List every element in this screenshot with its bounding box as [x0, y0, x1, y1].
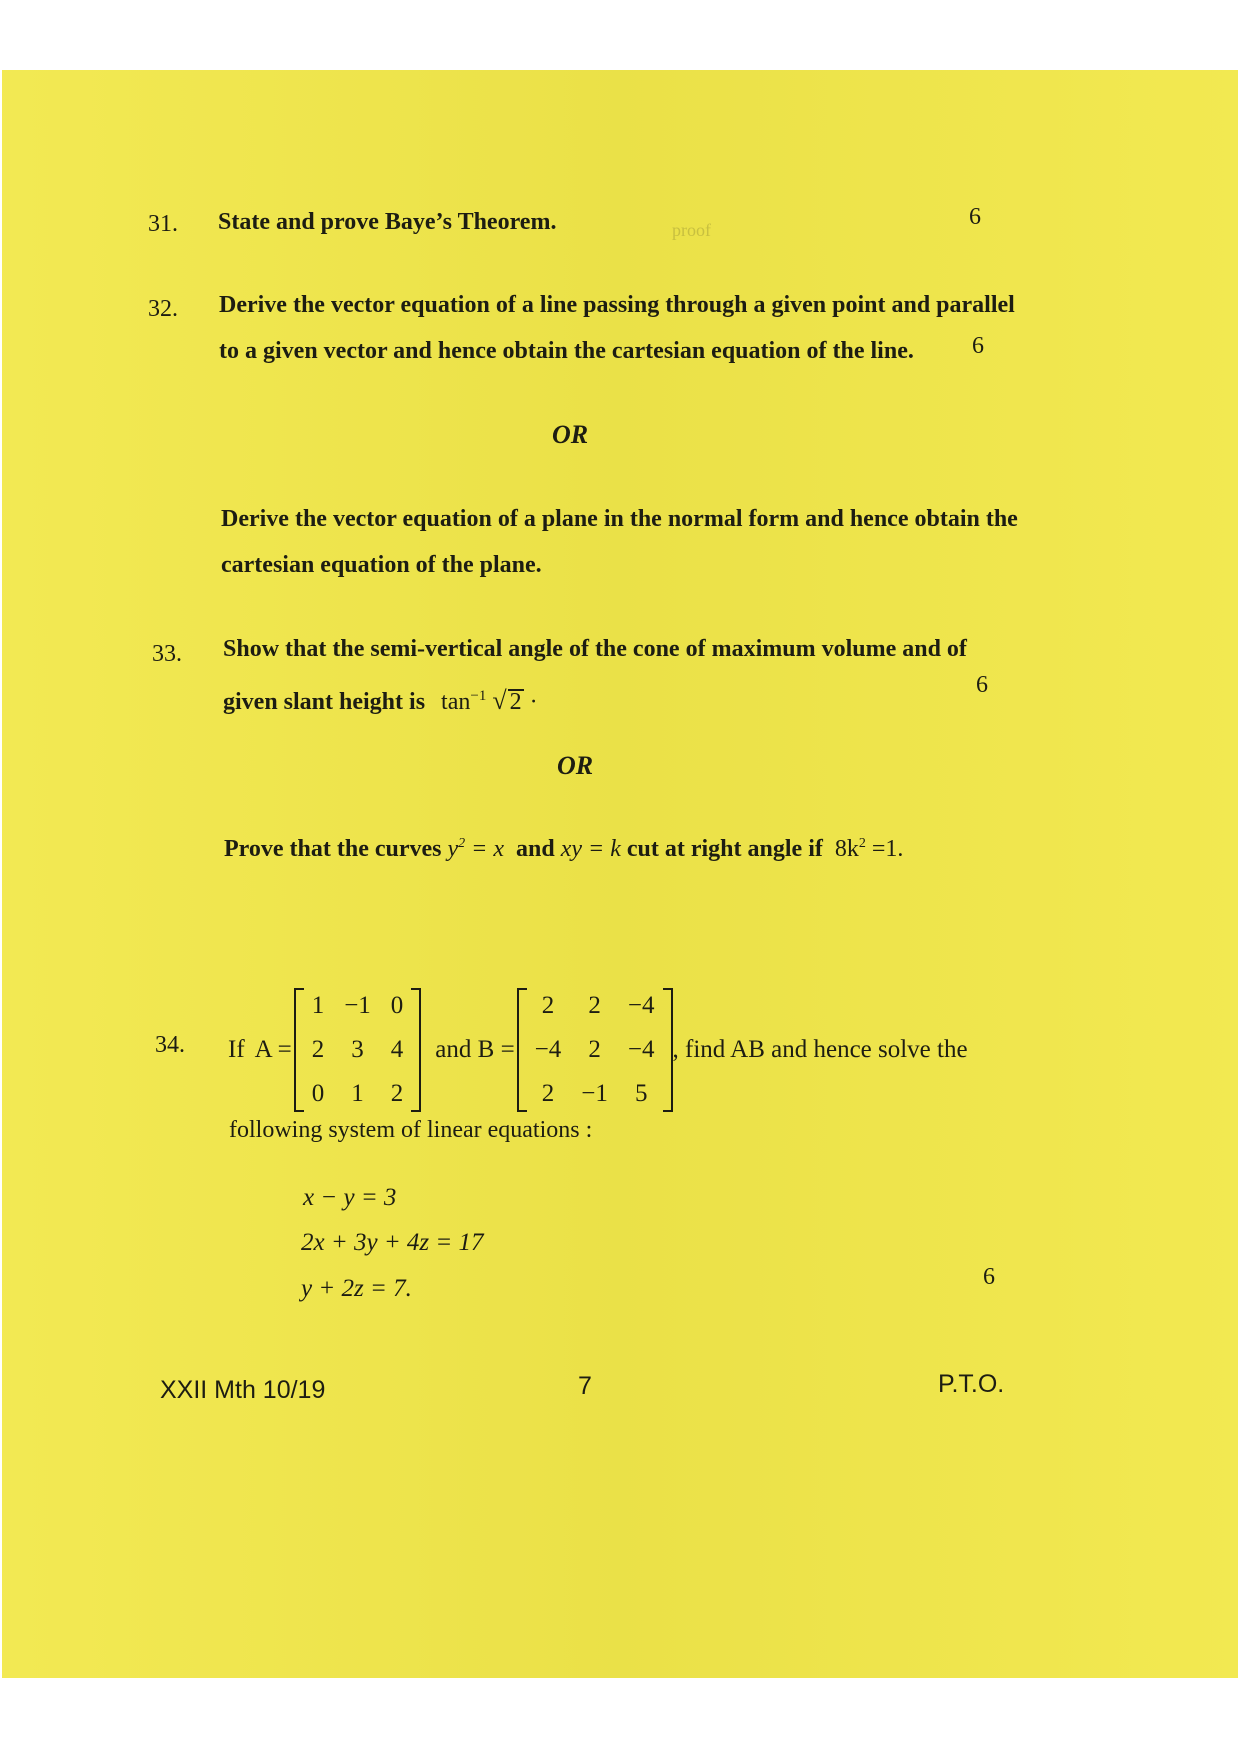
please-turn-over: P.T.O. — [938, 1370, 1005, 1398]
question-34-marks: 6 — [983, 1264, 995, 1290]
matrix-cell: −4 — [534, 1036, 562, 1063]
alt-eq2: xy = k — [560, 836, 621, 862]
matrix-cell: 4 — [390, 1036, 404, 1063]
sqrt-argument: 2 — [509, 689, 522, 715]
matrix-b-row — [525, 984, 665, 1028]
matrix-cell: 2 — [311, 1036, 325, 1063]
alt-eq1-rest: = x — [465, 836, 505, 862]
question-31-text: State and prove Baye’s Theorem. — [218, 209, 557, 235]
question-33-line-2-prefix: given slant height is — [223, 689, 426, 715]
alt-cond-base: 8k — [834, 836, 859, 862]
matrix-cell: 0 — [390, 992, 404, 1019]
matrix-cell: 2 — [541, 992, 555, 1019]
alt-cond-rest: =1. — [865, 836, 904, 862]
question-32-line-2: to a given vector and hence obtain the cartesian equation of the line. — [219, 338, 914, 364]
question-34-number: 34. — [155, 1032, 185, 1058]
alt-prefix: Prove that the curves — [224, 836, 442, 862]
equation-3: y + 2z = 7. — [301, 1275, 412, 1302]
matrix-cell: 3 — [351, 1036, 364, 1063]
alt-y: y — [447, 836, 459, 862]
matrix-b-label: and B = — [435, 1036, 515, 1063]
question-32-line-1: Derive the vector equation of a line passing through a given point and parallel — [219, 292, 1015, 318]
matrix-cell: −4 — [627, 992, 655, 1019]
paper-code: XXII Mth 10/19 — [160, 1376, 326, 1404]
matrix-cell: 2 — [588, 992, 601, 1019]
question-33-or: OR — [557, 751, 594, 780]
matrix-cell: −4 — [627, 1036, 655, 1063]
matrix-cell: 2 — [541, 1080, 555, 1107]
question-33-number: 33. — [152, 641, 182, 667]
matrix-b-row — [525, 1028, 665, 1072]
question-34-tail: , find AB and hence solve the — [672, 1036, 968, 1063]
matrix-cell: 2 — [588, 1036, 601, 1063]
question-32-or: OR — [552, 420, 589, 449]
matrix-b — [517, 984, 673, 1116]
matrix-cell: 2 — [390, 1080, 404, 1107]
tan-label: tan — [441, 689, 471, 715]
question-32-alt-line-2: cartesian equation of the plane. — [221, 552, 542, 578]
alt-y-exponent: 2 — [458, 836, 466, 851]
end-dot: · — [529, 689, 538, 715]
matrix-cell: 0 — [311, 1080, 325, 1107]
equation-1: x − y = 3 — [303, 1184, 397, 1211]
matrix-cell: 1 — [311, 992, 325, 1019]
bleed-through-text: proof — [672, 220, 711, 240]
alt-cond-exp: 2 — [858, 836, 866, 851]
tan-inverse-expression — [441, 686, 538, 715]
matrix-a-row — [302, 984, 414, 1028]
question-32-alt-line-1: Derive the vector equation of a plane in the normal form and hence obtain the — [221, 506, 1018, 532]
equation-2: 2x + 3y + 4z = 17 — [301, 1229, 484, 1256]
alt-and: and — [516, 836, 555, 862]
matrix-cell: −1 — [581, 1080, 608, 1107]
question-33-alt-line — [224, 820, 903, 873]
question-34-matrix-line — [228, 984, 968, 1116]
question-32-number: 32. — [148, 296, 178, 322]
question-31-marks: 6 — [969, 204, 981, 230]
question-33-line-2 — [223, 673, 538, 726]
alt-mid: cut at right angle if — [626, 836, 823, 862]
question-34-line-2: following system of linear equations : — [229, 1117, 593, 1143]
matrix-a — [294, 984, 422, 1116]
matrix-cell: 1 — [351, 1080, 364, 1107]
tan-exponent: −1 — [470, 688, 487, 704]
question-33-line-1: Show that the semi-vertical angle of the cone of maximum volume and of — [223, 636, 967, 662]
question-32-marks: 6 — [972, 333, 984, 359]
if-label: If — [228, 1036, 245, 1063]
alt-condition — [835, 836, 904, 862]
question-31-number: 31. — [148, 211, 178, 237]
matrix-a-label: A = — [254, 1036, 292, 1063]
matrix-a-row — [302, 1028, 414, 1072]
matrix-cell: −1 — [344, 992, 371, 1019]
page-number: 7 — [578, 1372, 592, 1400]
matrix-cell: 5 — [634, 1080, 648, 1107]
sqrt-symbol: √ — [492, 686, 507, 715]
question-33-marks: 6 — [976, 672, 988, 698]
